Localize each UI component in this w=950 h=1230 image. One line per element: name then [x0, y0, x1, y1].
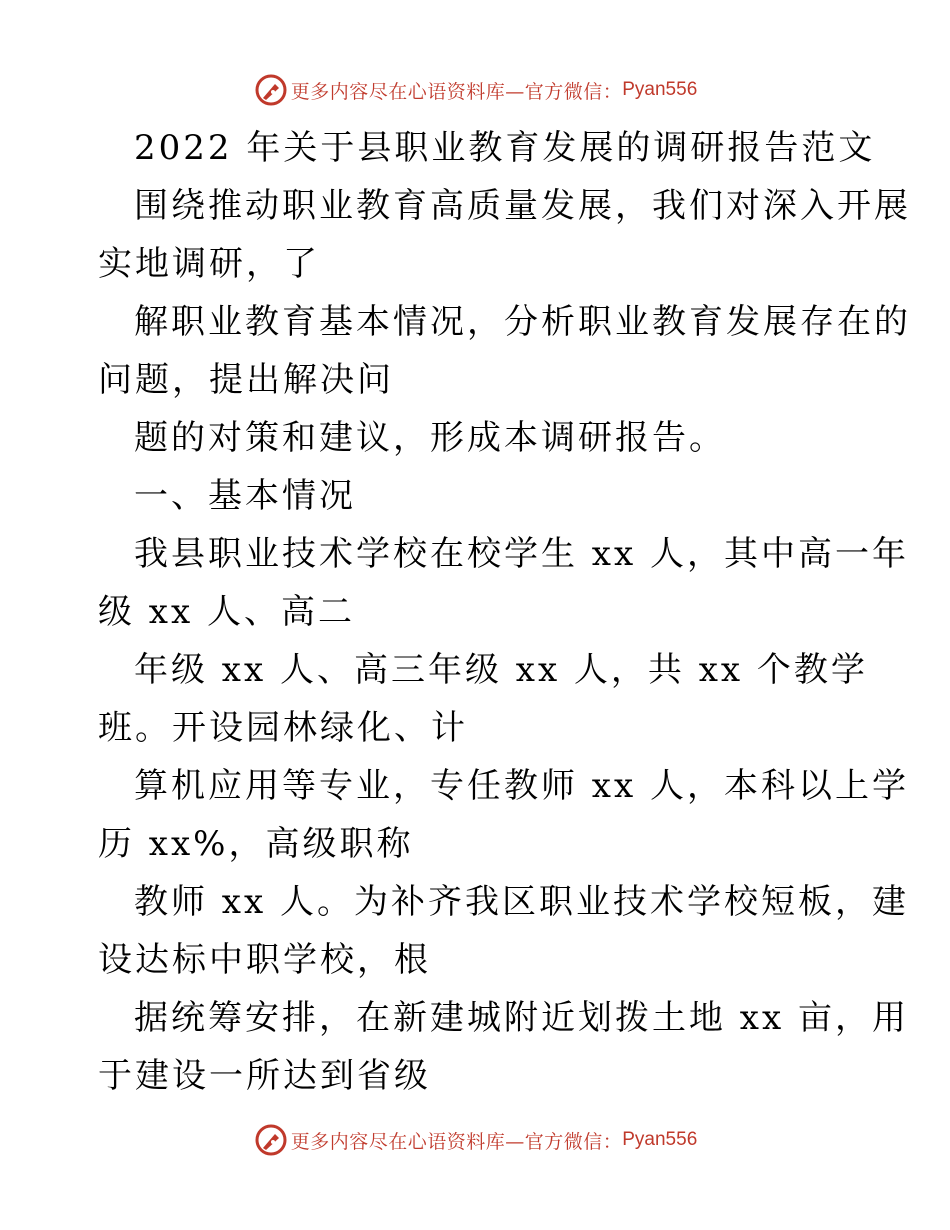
paragraph-line: 问题，提出解决问: [98, 360, 394, 400]
pen-nib-logo-icon: [253, 1122, 289, 1158]
watermark-wechat-id: Pyan556: [622, 1129, 698, 1150]
paragraph-line: 解职业教育基本情况，分析职业教育发展存在的: [134, 302, 911, 342]
paragraph-line: 据统筹安排，在新建城附近划拨土地 xx 亩，用: [134, 998, 909, 1038]
paragraph-line: 我县职业技术学校在校学生 xx 人，其中高一年: [134, 534, 909, 574]
paragraph-line: 于建设一所达到省级: [98, 1056, 431, 1096]
section-heading: 一、基本情况: [134, 476, 356, 516]
paragraph-line: 算机应用等专业，专任教师 xx 人，本科以上学: [134, 766, 909, 806]
watermark-text: 更多内容尽在心语资料库—官方微信：: [290, 1130, 623, 1153]
watermark-wechat-id: Pyan556: [622, 79, 698, 100]
paragraph-line: 实地调研，了: [98, 244, 320, 284]
watermark-banner-bottom: [0, 1120, 950, 1160]
paragraph-line: 设达标中职学校，根: [98, 940, 431, 980]
paragraph-line: 班。开设园林绿化、计: [98, 708, 468, 748]
watermark-text: 更多内容尽在心语资料库—官方微信：: [290, 80, 623, 103]
paragraph-line: 题的对策和建议，形成本调研报告。: [134, 418, 726, 458]
paragraph-line: 围绕推动职业教育高质量发展，我们对深入开展: [134, 186, 911, 226]
paragraph-line: 历 xx%，高级职称: [98, 824, 414, 864]
paragraph-line: 教师 xx 人。为补齐我区职业技术学校短板，建: [134, 882, 909, 922]
paragraph-line: 年级 xx 人、高三年级 xx 人，共 xx 个教学: [134, 650, 868, 690]
paragraph-line: 级 xx 人、高二: [98, 592, 355, 632]
document-title: 2022 年关于县职业教育发展的调研报告范文: [134, 128, 876, 168]
